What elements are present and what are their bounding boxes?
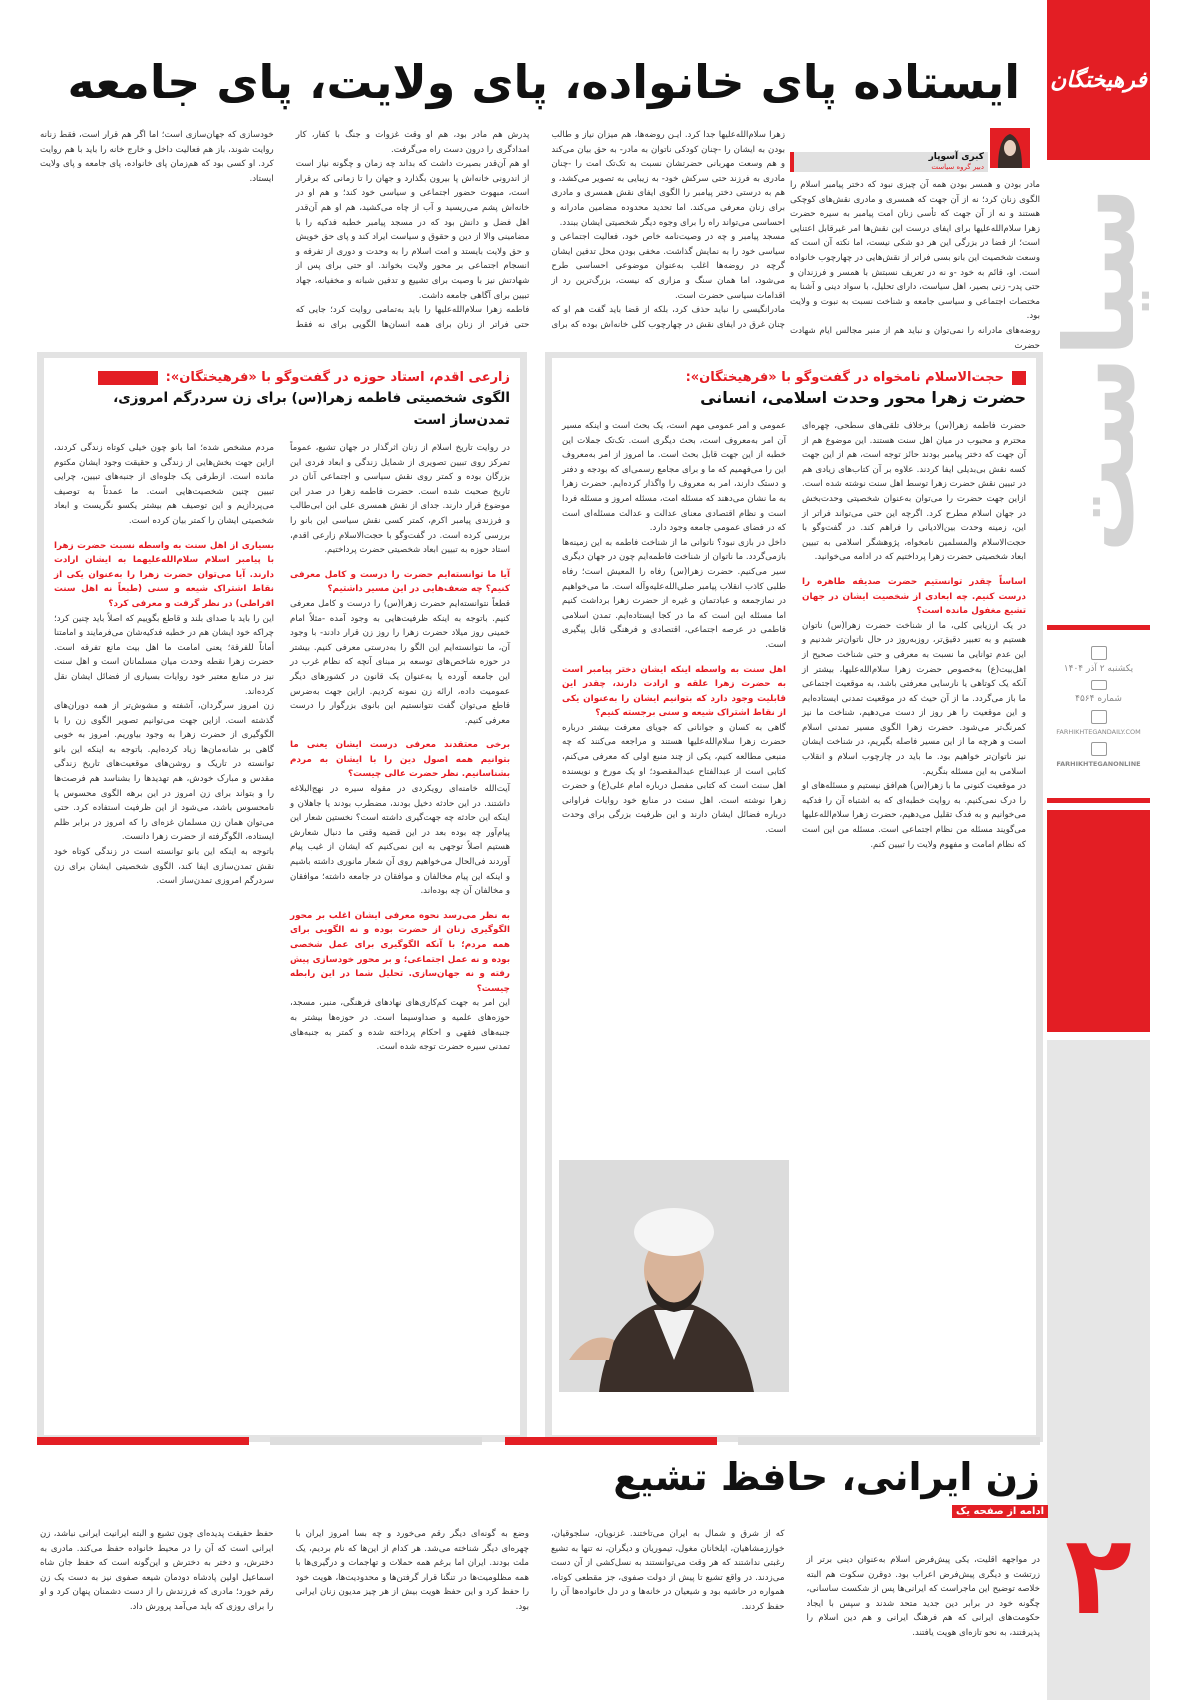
author-name: کبری آسوپار	[928, 152, 984, 162]
interview-question: اهل سنت به واسطه اینکه ایشان دختر پیامبر است به حضرت زهرا علقه و ارادت دارند، چقدر این قابلیت وجود دارد که بتوانیم ایشان را به‌عنوان یکی از نقاط اشتراک شیعه و سنی برجسته کنیم؟	[562, 664, 786, 719]
paragraph: روضه‌های مادرانه را نمی‌توان و نباید هم از منبر مجالس ایام شهادت حضرت	[790, 325, 1040, 351]
decorative-red-block	[1047, 810, 1150, 1032]
divider	[1047, 625, 1150, 630]
masthead-logo	[1047, 0, 1150, 160]
interview-question: اساساً چقدر توانستیم حضرت صدیقه طاهره را درست کنیم. چه ابعادی از شخصیت ایشان در جهان تشیع مغفول مانده است؟	[802, 576, 1026, 617]
paragraph: فاطمه زهرا سلام‌الله‌علیها را باید به‌تمامی روایت کرد؛ جایی که حتی فراتر از زنان برای همه انسان‌ها الگویی برای نه فقط خودسازی که جهان‌سازی است؛ اما اگر هم قرار است، فقط زنانه روایت شوند، باز هم فعالیت داخل و خارج خانه را باید با هم روایت کرد. او کسی بود که هم‌زمان پای خانواده، پای جامعه و پای ولایت ایستاد.	[40, 130, 530, 330]
website-icon	[1091, 710, 1107, 724]
author-byline	[790, 128, 1040, 172]
divider	[1047, 798, 1150, 803]
interviewee-photo	[562, 1160, 786, 1392]
website-link[interactable]: FARHIKHTEGANDAILY.COM	[1056, 728, 1141, 736]
paragraph: باتوجه به اینکه این بانو توانسته است در زندگی کوتاه خود نقش تمدن‌سازی ایفا کند، الگوی شخصیتی ایشان برای زن سردرگم امروزی تمدن‌ساز است.	[54, 847, 274, 887]
paragraph: مردم مشخص شده؛ اما بانو چون خیلی کوتاه زندگی کردند، ازاین جهت بخش‌هایی از زندگی و حقیقت وجود ایشان مکتوم مانده است. ازطرفی یک جلوه‌ای از جنبه‌های تبیین، چرایی تبیین چنین شخصیت‌هایی است. ما عمدتاً به توصیف می‌پردازیم و این توصیف هم بیشتر یکسو نگریست و ابعاد شخصیتی ایشان را کمتر بیان کرده است.	[54, 443, 274, 526]
article-kicker	[562, 370, 1026, 385]
interview-article-zareei	[37, 352, 527, 1442]
calendar-icon	[1091, 646, 1107, 660]
paragraph: قطعاً نتوانسته‌ایم حضرت زهرا(س) را درست و کامل معرفی کنیم. باتوجه به اینکه ظرفیت‌هایی به وجود آمده -مثلاً امام خمینی روز میلاد حضرت زهرا را روز زن قرار دادند- با وجود آن، ما نتوانسته‌ایم این الگو را به‌درستی معرفی کنیم. بیشتر در حوزه شاخص‌های توسعه بر مبنای آنچه که نظام غرب در این جامعه آورده یا به‌عنوان یک قانون در کشورهای دیگر عمومیت داده، ارائه زن نمونه کردیم. ازاین جهت به‌ضرس قاطع می‌توان گفت نتوانستیم این بانوی بزرگوار را درست معرفی کنیم.	[290, 598, 510, 726]
paragraph: زهرا سلام‌الله‌علیها جدا کرد. ایـن روضه‌ها، هم میزان نیاز و طالب بودن به ایشان را -چنان کودکی ناتوان به مادر- به حق بیان می‌کند و هم وسعت مهربانی حضرتشان نسبت به تک‌تک امت را -چنان مادری به فرزند حتی سرکش خود- به زیبایی به تصویر می‌کشد، و هم به درستی دختر پیامبر را الگوی ایفای نقش همسری و مادری برای زنان معرفی می‌کند. اما تحدید محدوده مضامین مادرانه و احساسی می‌تواند راه را برای وجوه دیگر شخصیتی ایشان ببندد.	[551, 130, 785, 228]
interview-question: به نظر می‌رسد نحوه معرفی ایشان اغلب بر محور الگوگیری زنان از حضرت بوده و نه الگویی برای همه مردم؛ با آنکه الگوگیری برای عمل شخصی بوده و نه عمل اجتماعی؛ و بر محور خودسازی پیش رفته و نه جهان‌سازی. تحلیل شما در این رابطه چیست؟	[290, 910, 510, 994]
paragraph: در روایت تاریخ اسلام از زنان اثرگذار در جهان تشیع، عموماً تمرکز روی تبیین تصویری از شمایل زندگی و ابعاد فردی این بزرگان بوده و کمتر روی نقش سیاسی و اجتماعی آنان در تاریخ صحبت شده است. حضرت فاطمه زهرا در صدر این موضوع قرار دارند. جدای از نقش همسری علی ابن ابی‌طالب و فرزندی پیامبر اکرم، کمتر کسی نقش سیاسی این بانو را بررسی کرده است. در گفت‌وگو با حجت‌الاسلام زارعی اقدم، استاد حوزه به تبیین ابعاد شخصیتی حضرت پرداختیم.	[290, 443, 510, 556]
red-marker	[98, 371, 158, 385]
page-number: ۲	[1064, 1511, 1133, 1639]
issue-info	[1047, 640, 1150, 774]
paragraph: عمومی و امر عمومی مهم است، یک بحث است و اینکه مسیر آن امر به‌معروف است، بحث دیگری است. تک‌تک جملات این خطبه از این جهت قابل بحث است. ما امروز از امر به‌معروف این را می‌فهمیم که ما و برای مجامع رسمی‌ای که بودجه و دفتر و دستک دارند، امر به معروف را واگذار کرده‌ایم. حضرت زهرا به ما نشان می‌دهند که مسئله امت، مسئله امروز و مسئله فردا است و نظام اقتصادی معنای عدالت و عدالت مسئله‌ای است که در فضای عمومی جامعه وجود دارد.	[562, 421, 786, 534]
section-title	[1045, 170, 1155, 570]
article-kicker	[54, 370, 510, 385]
social-handle[interactable]: FARHIKHTEGANONLINE	[1056, 760, 1141, 768]
bottom-column: حفظ حقیقت پدیده‌ای چون تشیع و البته ایرانیت ایرانی نباشد، زن ایرانی است که آن را در محیط خانواده حفظ می‌کند. مادری به دخترش، و دختر به دخترش و این‌گونه است که حفظ جان شاه اسماعیل اولین پادشاه دودمان شیعه صفوی نیز به دست یک زن رقم خورد؛ مادری که فرزندش را از دست دشمنان پنهان کرد و او را برای روزی که باید می‌آمد پرورش داد.	[40, 1529, 274, 1612]
paragraph: او هم آن‌قدر بصیرت داشت که بداند چه زمان و چگونه نیاز است از اندرونی خانه‌اش پا بیرون بگذارد و جهان را تا زمانی که برقرار است، مبهوت حضور اجتماعی و سیاسی خود کند؛ و هم او در خانه‌اش پشم می‌ریسید و آب از چاه می‌کشید، هم او هم آن‌قدر اهل فضل و دانش بود که در مسجد پیامبر خطبه فدکیه را با مضامینی والا از دین و حقوق و سیاست ایراد کند و پای حق خویش و حق ولایت بایستد و امت اسلام را به وحدت و دوری از تفرقه و انسجام اجتماعی بر محور ولایت بخواند. او حتی برای پس از شهادتش نیز با وصیت برای تشییع و تدفین شبانه و مخفیانه، جهاد تبیین برای آگاهی جامعه داشت.	[295, 159, 530, 301]
interview-question: برخی معتقدند معرفی درست ایشان یعنی ما بتوانیم همه اصول دین را با ایشان به مردم بشناسانیم. نظر حضرت عالی چیست؟	[290, 740, 510, 780]
bottom-headline: زن ایرانی، حافظ تشیع	[613, 1455, 1040, 1499]
intro-text	[40, 128, 785, 333]
intro-body	[40, 128, 785, 333]
paragraph: در موقعیت کنونی ما با زهرا(س) هم‌افق نیستیم و مسئله‌های او را درک نمی‌کنیم. به روایت خطبه‌ای که به اشتباه آن را فدکیه می‌خوانیم و به فدک تقلیل می‌دهیم، حضرت زهرا سلام‌الله‌علیها می‌گویند مسئله من نظام اجتماعی است. مسئله من این است که نظام امامت و مفهوم ولایت را تبیین کنم.	[802, 781, 1026, 850]
bottom-column: که از شرق و شمال به ایران می‌تاختند. غزنویان، سلجوقیان، خوارزمشاهیان، ایلخانان مغول، تیموریان و دیگران، نه تنها به تشیع رغبتی نداشتند که هر وقت می‌توانستند به نسل‌کشی از آن دست می‌زدند. در واقع تشیع تا پیش از دولت صفوی، جز مقطعی کوتاه، همواره در حاشیه بود و شیعیان در خانه‌ها و در دل خانواده‌ها آن را حفظ کردند.	[551, 1529, 785, 1612]
divider	[505, 1437, 717, 1445]
continued-from-page-one[interactable]: ادامه از صفحه یک	[952, 1505, 1048, 1518]
paragraph: گاهی به کسان و جوانانی که جویای معرفت بیشتر درباره حضرت زهرا سلام‌الله‌علیها هستند و مراجعه می‌کنند که چه منبعی مطالعه کنیم، یکی از چند منبع اولی که معرفی می‌کنم، کتابی است از عبدالفتاح عبدالمقصود؛ او یک مورخ و نویسنده اهل سنت است که کتابی مفصل درباره امام علی(ع) و حضرت زهرا نوشته است. اهل سنت در منابع خود روایات فراوانی درباره فضائل ایشان دارند و این ظرفیت بزرگی برای وحدت است.	[562, 722, 786, 836]
paragraph: زن امروز سرگردان، آشفته و مشوش‌تر از همه دوران‌های گذشته است. ازاین جهت می‌توانیم تصویر الگوی زن را با الگوگیری از حضرت زهرا به وجود بیاوریم. امروز به خوبی گاهی بر شانه‌مان‌ها زیاد کرده‌ایم. باتوجه به اینکه این بانو توانسته در تاریک و روشن‌های موقعیت‌های تاریخ زندگی مقدس و مبارک خودش، هم تهدیدها را بشناسد هم فرصت‌ها را و بتواند برای زن امروز در این برهه الگوی محسوس یا نامحسوس باشد، می‌شود از این ظرفیت استفاده کرد. حتی می‌توان همان زن مسلمان غزه‌ای را که امروز در برابر ظلم ایستاده، الگوگرفته از حضرت زهرا دانست.	[54, 701, 274, 843]
interview-article-namkhah	[545, 352, 1043, 1442]
paragraph: مادر بودن و همسر بودن همه آن چیزی نبود که دختر پیامبر اسلام را الگوی زنان کرد؛ نه از آن جهت که همسری و مادری نقش‌های کوچکی هستند و نه از آن جهت که تأسی زنان امت پیامبر به سیره حضرت زهرا سلام‌الله‌علیها برای ایفای درست این نقش‌ها امر غیرقابل اعتنایی است؛ از قضا در بزرگی این هر دو شکی نیست، اما نکته آن است که وسعت شخصیت این بانو بسی فراتر از نقش‌هایی در چهارچوب خانواده است. او، قائم به خود -و نه در تعریف نسبتش با همسر و فرزندان و حتی پدر- زنی بصیر، اهل سیاست، دارای تحلیل، با سواد دینی و آشنا به مختصات اجتماعی و سیاسی جامعه و شناخت نسبت به نبوت و ولایت بود.	[790, 180, 1040, 322]
article-column-text	[562, 419, 786, 1154]
divider	[738, 1437, 1040, 1445]
divider	[270, 1437, 482, 1445]
kicker-text: حجت‌الاسلام نامخواه در گفت‌وگو با «فرهیختگان»:	[685, 370, 1004, 385]
bottom-column: وضع به گونه‌ای دیگر رقم می‌خورد و چه بسا امروز ایران با چهره‌ای دیگر شناخته می‌شد. هر کدام از این‌ها که نام بردیم، یک ملت بودند. ایران اما برغم همه حملات و تهاجمات و درگیری‌ها با همه مظلومیت‌ها در تنگنا قرار گرفتن‌ها و محدودیت‌ها، هویت خود را حفظ کرد و این حفظ هویت بیش از هر چیز مدیون زنان ایرانی بود.	[295, 1529, 529, 1612]
red-marker	[1012, 371, 1026, 385]
issue-number: شماره ۴۵۶۴	[1075, 694, 1122, 704]
issue-number-icon	[1091, 680, 1107, 690]
article-column	[54, 441, 274, 1416]
paragraph: حضرت فاطمه زهرا(س) برخلاف تلقی‌های سطحی، چهره‌ای محترم و محبوب در میان اهل سنت هستند. این موضوع هم از آن جهت که دختر پیامبر بودند حائز توجه است، هم از این جهت کسه نقش بی‌بدیلی ایفا کردند. علاوه بر آن کتاب‌های زیادی هم در تبیین نقش حضرت زهرا توسط اهل سنت نوشته شده است. ازاین جهت حضرت را می‌توان به‌عنوان شخصیتی وحدت‌بخش در جهان اسلام مطرح کرد. اگرچه این حتی می‌تواند فراتر از این، زمینه وحدت بین‌الادیانی را فراهم کند. در گفت‌وگو با حجت‌الاسلام والمسلمین نامخواه، پژوهشگر اسلامی به تبیین ابعاد شخصیتی حضرت زهرا پرداختیم که در ادامه می‌خوانید.	[802, 421, 1026, 563]
author-photo	[990, 128, 1030, 168]
bottom-column: در مواجهه اقلیت، یکی پیش‌فرض اسلام به‌عنوان دینی برتر از زرتشت و دیگری پیش‌فرض اعراب بود. دوقرن سکوت هم البته خلاصه توضیح این ماجراست که ایرانی‌ها پس از شکست ساسانی، چگونه خود در برابر دین جدید متحد شدند و سپس با ایجاد حکومت‌های ایرانی که هم فرهنگ ایرانی و هم دین اسلام را پذیرفتند، به نحو تازه‌ای هویت یافتند.	[806, 1555, 1040, 1638]
section-title-text: سیاست	[1044, 187, 1156, 553]
paragraph: آیت‌الله خامنه‌ای رویکردی در مقوله سیره در نهج‌البلاغه داشتند. در این حادثه دخیل بودند، مضطرب بودند یا جاهلان و اینکه این حادثه چه جهت‌گیری داشته است؟ نخستین شعار این پیام‌آور چه بوده بعد در این قضیه وقتی ما دنبال شعارش هستیم اصلاً توجهی به این نمی‌کنیم که ایشان از غیب پیام آوردند فی‌الحال می‌خواهیم روی آن شعار مانوری داشته باشیم و اینکه این پیام مخالفان و موافقان در جامعه داشته؛ موافقان و مخالفان آن چه بوده‌اند.	[290, 784, 510, 897]
kicker-text: زارعی اقدم، استاد حوزه در گفت‌وگو با «فرهیختگان»:	[165, 370, 510, 385]
author-role: دبیر گروه سیاست	[931, 163, 984, 171]
paragraph: مادرانگیسی را نباید حذف کرد، بلکه از قضا باید گفت هم او که چنان غرق در ایفای نقش در چهارچوب کلی خانه‌اش بوده که برای پدرش هم مادر بود، هم او وقت غزوات و جنگ با کفار، کار امدادگری را درون دست راه می‌گرفت.	[295, 130, 785, 330]
intro-text	[790, 178, 1040, 353]
bottom-article-body	[40, 1527, 1040, 1692]
issue-date: یکشنبه ۲ آذر ۱۴۰۴	[1063, 664, 1134, 674]
article-column	[802, 419, 1026, 1394]
paragraph: داخل در بازی نبود؟ نانوانی ما از شناخت فاطمه به این زمینه‌ها بازمی‌گردد. ما ناتوان از شناخت فاطمه‌ایم چون در جهان دیگری سیر می‌کنیم. حضرت زهرا(س) رفاه را المعیش است؛ رفاه طلبی کاذب انقلاب پیامبر صلی‌الله‌علیه‌وآله است. ما می‌خواهیم در نمازجمعه و عبادتمان و غیره از حضرت زهرا برداشت کنیم اما مسئله این است که ما در کجا ایستاده‌ایم. تمدن اسلامی فاطمی در عرصه اجتماعی، اقتصادی و فرهنگی قابل پیگیری است.	[562, 537, 786, 650]
paragraph: مسجد پیامبر و چه در وصیت‌نامه خاص خود، فعالیت اجتماعی و سیاسی خود را به نمایش گذاشت. مخفی بودن محل تدفین ایشان گرچه در روضه‌ها اغلب به‌عنوان موضوعی احساسی طرح می‌شود، اما همان سنگ و مزاری که نیست، بزرگ‌ترین رد از اقدامات سیاسی حضرت است.	[551, 232, 785, 301]
logo-text: فرهیختگان	[1050, 67, 1147, 93]
intro-first-column	[790, 128, 1040, 351]
paragraph: این امر به جهت کم‌کاری‌های نهادهای فرهنگی، منبر، مسجد، حوزه‌های علمیه و صداوسیما است. در حوزه‌ها بیشتر به جنبه‌های فقهی و احکام پرداخته شده و کمتر به جنبه‌های تمدنی سیره حضرت توجه شده است.	[290, 998, 510, 1053]
social-network-icon	[1091, 742, 1107, 756]
paragraph: این را باید با صدای بلند و قاطع بگوییم که اصلاً باید چنین کرد؛ چراکه خود ایشان هم در خطبه فدکیه‌شان می‌فرمایند و امامتنا أماناً للفرقة؛ یعنی امامت ما اهل بیت مانع تفرقه است. حضرت زهرا نقطه وحدت میان مسلمانان است و اهل سنت نیز در منابع معتبر خود روایات بسیاری از فضائل ایشان نقل کرده‌اند.	[54, 613, 274, 697]
article-title: حضرت زهرا محور وحدت اسلامی، انسانی	[700, 388, 1026, 407]
article-title: الگوی شخصیتی فاطمه زهرا(س) برای زن سردرگم امروزی، تمدن‌ساز است	[113, 390, 510, 428]
article-column	[290, 441, 510, 1416]
main-headline: ایستاده پای خانواده، پای ولایت، پای جامعه	[67, 55, 1020, 109]
interview-question: آیا ما توانسته‌ایم حضرت را درست و کامل معرفی کنیم؟ چه ضعف‌هایی در این مسیر داشتیم؟	[290, 569, 510, 595]
article-column	[562, 419, 786, 1394]
paragraph: در یک ارزیابی کلی، ما از شناخت حضرت زهرا(س) ناتوان هستیم و به تعبیر دقیق‌تر، روزبه‌روز در حال ناتوان‌تر شدنیم و این عدم توانایی ما نسبت به معرفی و حتی شناخت صحیح از اهل‌بیت(ع) به‌خصوص حضرت زهرا سلام‌الله‌علیها، بیشتر از آنکه یک کوتاهی یا نارسایی معرفتی باشد، به موقعیت اجتماعی ما باز می‌گردد. ما از آن حیث که در موقعیت تمدنی ایستاده‌ایم و این موقعیت را هر روز از دست می‌دهیم، شناخت ما نیز کمرنگ‌تر می‌شود. حضرت زهرا الگوی مسیر تمدنی اسلام است و هرچه ما از این مسیر فاصله بگیریم، در شناخت ایشان نیز ناتوان‌تر خواهیم بود. ما باید در چارچوب اسلام و انقلاب اسلامی به این مسئله بنگریم.	[802, 620, 1026, 777]
divider	[37, 1437, 249, 1445]
interview-question: بسیاری از اهل سنت به واسطه نسبت حضرت زهرا با پیامبر اسلام سلام‌الله‌علیهما به ایشان ارادت دارند. آیا می‌توان حضرت زهرا را به‌عنوان یکی از نقاط اشتراک شیعه و سنی (طبعاً نه اهل سنت افراطی) در نظر گرفت و معرفی کرد؟	[54, 540, 274, 609]
